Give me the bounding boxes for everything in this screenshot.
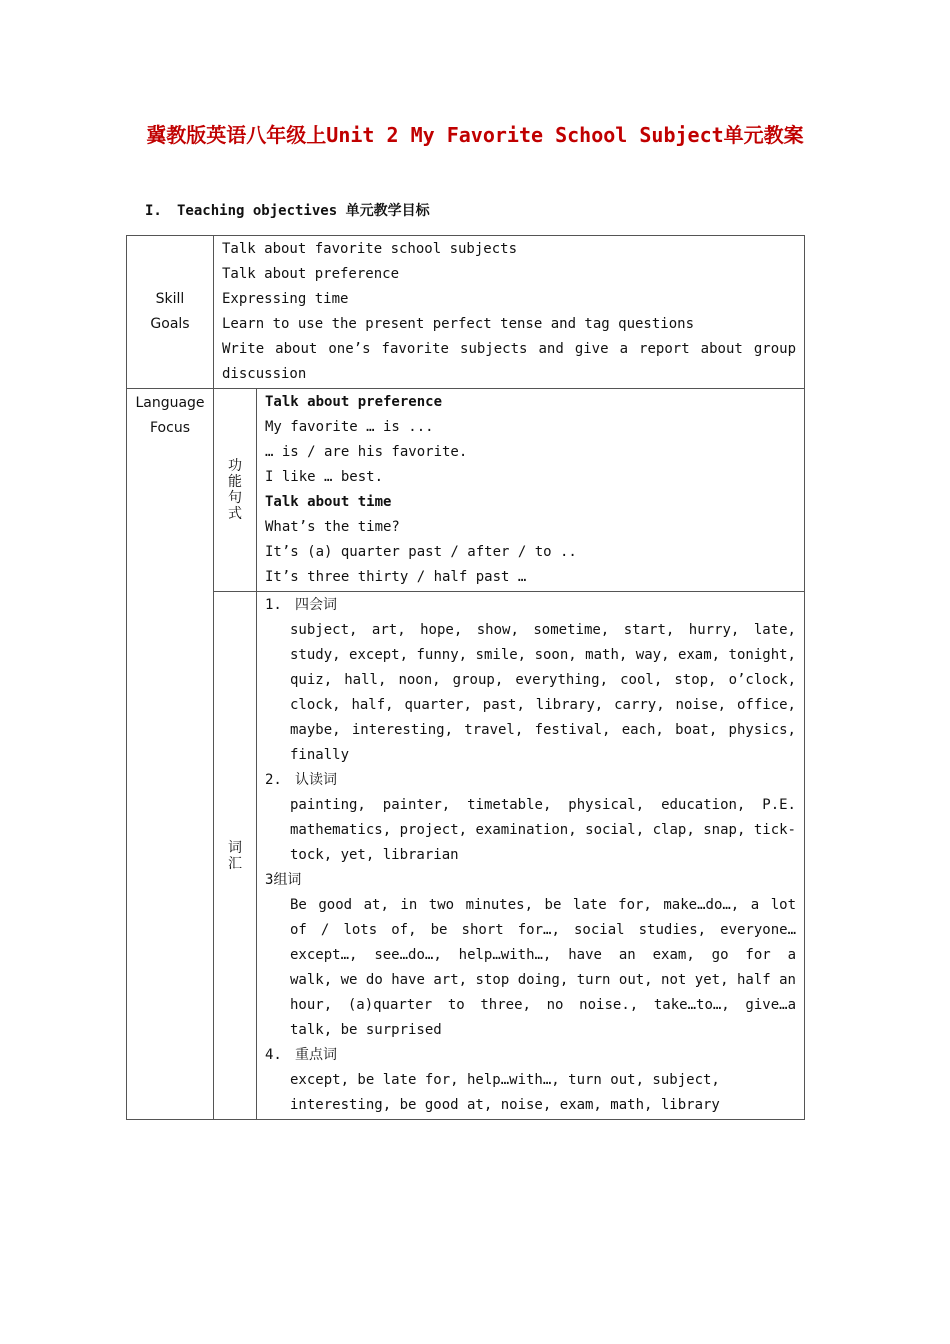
skill-goal-item: Write about one’s favorite subjects and give a report about group [222, 341, 796, 357]
skill-goal-item: Expressing time [222, 291, 349, 307]
vocab-line: painting, painter, timetable, physical, education, P.E. [290, 797, 796, 813]
functional-sentences-label: 功 能 句 式 [214, 389, 257, 592]
skill-goal-item: discussion [222, 366, 307, 382]
skill-goal-item: Talk about preference [222, 266, 400, 282]
vocab-line: tock, yet, librarian [290, 847, 459, 863]
time-heading: Talk about time [265, 494, 392, 510]
functional-sentences-content [257, 389, 805, 592]
preference-heading: Talk about preference [265, 394, 443, 410]
sentence-pattern: My favorite … is ... [265, 419, 434, 435]
vocab-group-heading: 3组词 [265, 872, 302, 888]
vocab-line: quiz, hall, noon, group, everything, cool, stop, o’clock, [290, 672, 796, 688]
vocabulary-content [257, 592, 805, 1120]
vocab-line: hour, (a)quarter to three, no noise., take…to…, give…a [290, 997, 796, 1013]
sentence-pattern: I like … best. [265, 469, 384, 485]
skill-goals-content [214, 236, 805, 389]
skill-goals-label: Skill Goals [127, 236, 214, 389]
vocab-group-heading: 4. 重点词 [265, 1047, 337, 1063]
skill-goal-item: Learn to use the present perfect tense and tag questions [222, 316, 695, 332]
vocab-line: mathematics, project, examination, social, clap, snap, tick- [290, 822, 796, 838]
objectives-table [126, 235, 805, 1120]
vocab-line: study, except, funny, smile, soon, math, way, exam, tonight, [290, 647, 796, 663]
vocabulary-row [127, 592, 805, 1120]
functional-row [127, 389, 805, 592]
section-number: I. [145, 203, 162, 219]
vocab-line: Be good at, in two minutes, be late for, make…do…, a lot [290, 897, 796, 913]
vocab-line: subject, art, hope, show, sometime, start, hurry, late, [290, 622, 796, 638]
sentence-pattern: It’s three thirty / half past … [265, 569, 527, 585]
vocabulary-label: 词 汇 [214, 592, 257, 1120]
vocab-line: interesting, be good at, noise, exam, math, library [290, 1097, 720, 1113]
vocab-group-heading: 2. 认读词 [265, 772, 337, 788]
sentence-pattern: It’s (a) quarter past / after / to .. [265, 544, 577, 560]
vocab-line: except, be late for, help…with…, turn out, subject, [290, 1072, 720, 1088]
vocab-line: clock, half, quarter, past, library, carry, noise, office, [290, 697, 796, 713]
vocab-group-heading: 1. 四会词 [265, 597, 337, 613]
section-heading-text: Teaching objectives 单元教学目标 [177, 203, 430, 219]
section-heading [145, 200, 430, 222]
vocab-line: except…, see…do…, help…with…, have an exam, go for a [290, 947, 796, 963]
sentence-pattern: … is / are his favorite. [265, 444, 468, 460]
page-title: 冀教版英语八年级上Unit 2 My Favorite School Subject单元教案 [146, 123, 804, 147]
vocab-line: of / lots of, be short for…, social studies, everyone… [290, 922, 796, 938]
vocab-line: maybe, interesting, travel, festival, each, boat, physics, [290, 722, 796, 738]
vocab-line: talk, be surprised [290, 1022, 442, 1038]
vocab-line: walk, we do have art, stop doing, turn out, not yet, half an [290, 972, 796, 988]
vocab-line: finally [290, 747, 350, 763]
skill-goal-item: Talk about favorite school subjects [222, 241, 518, 257]
sentence-pattern: What’s the time? [265, 519, 400, 535]
skill-goals-row [127, 236, 805, 389]
language-focus-label: Language Focus [127, 389, 214, 1120]
